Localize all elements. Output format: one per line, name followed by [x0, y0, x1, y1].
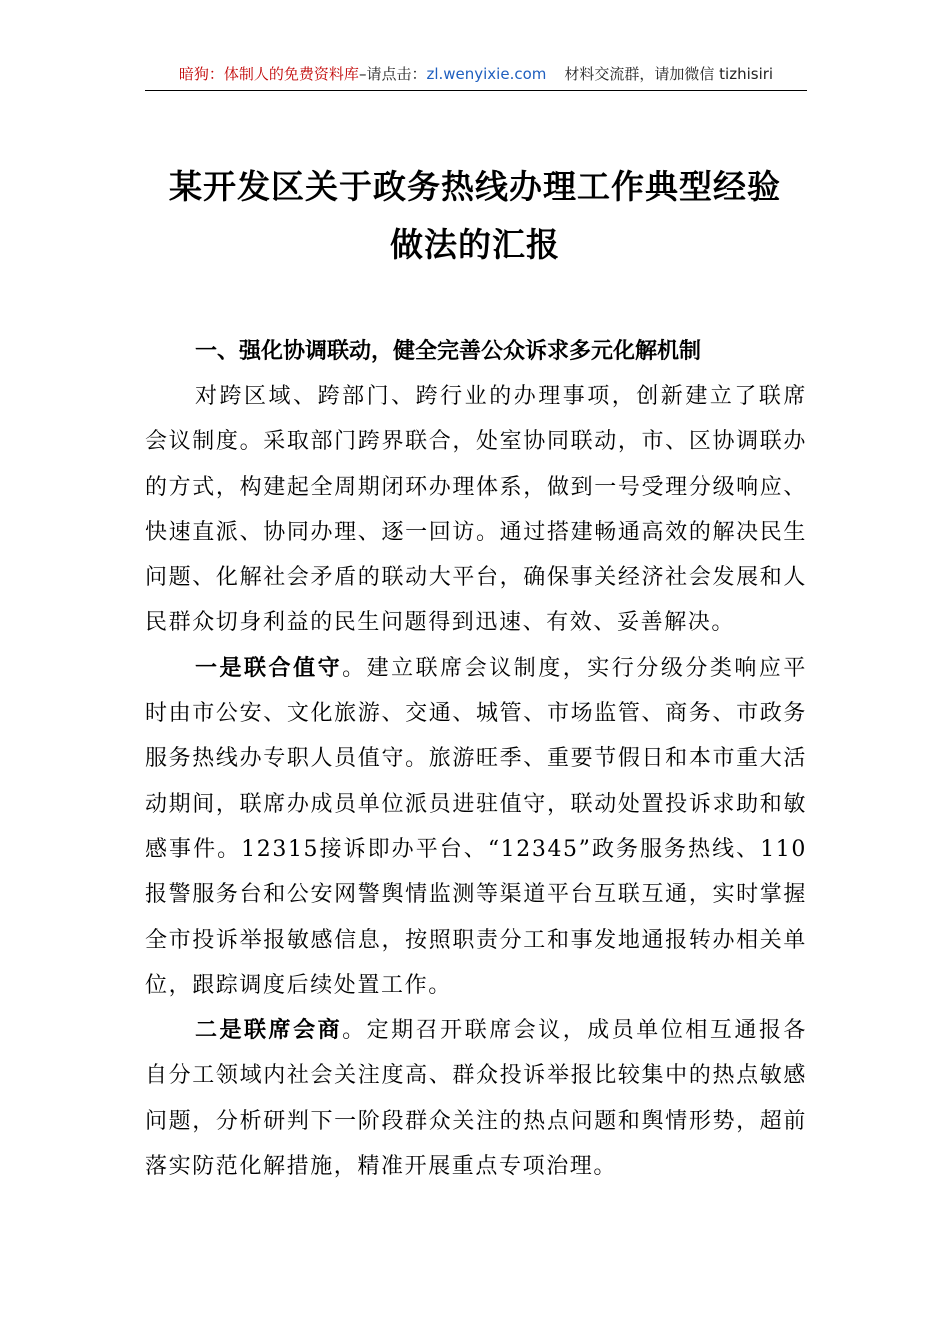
- header-link-label: –请点击：: [358, 65, 427, 83]
- paragraph-2-body: 。建立联席会议制度，实行分级分类响应平时由市公安、文化旅游、交通、城管、市场监管、商务、市政务服务热线办专职人员值守。旅游旺季、重要节假日和本市重大活动期间，联席办成员单位派员进驻值守，联动处置投诉求助和敏感事件。12315接诉即办平台、“12345”政务服务热线、110报警服务台和公安网警舆情监测等渠道平台互联互通，实时掌握全市投诉举报敏感信息，按照职责分工和事发地通报转办相关单位，跟踪调度后续处置工作。: [145, 655, 807, 998]
- paragraph-3-lead: 二是联席会商: [195, 1018, 343, 1044]
- page-header: [145, 60, 807, 91]
- paragraph-1: 对跨区域、跨部门、跨行业的办理事项，创新建立了联席会议制度。采取部门跨界联合，处室协同联动，市、区协调联办的方式，构建起全周期闭环办理体系，做到一号受理分级响应、快速直派、协同办理、逐一回访。通过搭建畅通高效的解决民生问题、化解社会矛盾的联动大平台，确保事关经济社会发展和人民群众切身利益的民生问题得到迅速、有效、妥善解决。: [145, 384, 807, 636]
- paragraph-2: [145, 646, 807, 1008]
- section-heading: 一、强化协调联动，健全完善公众诉求多元化解机制: [195, 339, 702, 364]
- title-line-2: 做法的汇报: [390, 225, 560, 264]
- paragraph-2-lead: 一是联合值守: [195, 655, 343, 681]
- document-title: [140, 158, 810, 274]
- header-site-name: 暗狗：体制人的免费资料库: [178, 65, 359, 83]
- header-url-link[interactable]: zl.wenyixie.com: [426, 65, 547, 83]
- header-contact: 材料交流群，请加微信 tizhisiri: [564, 65, 774, 83]
- paragraph-3: [145, 1008, 807, 1189]
- title-line-1: 某开发区关于政务热线办理工作典型经验: [169, 167, 781, 206]
- document-body: [145, 330, 807, 1189]
- paragraph-3-body: 。定期召开联席会议，成员单位相互通报各自分工领域内社会关注度高、群众投诉举报比较集中的热点敏感问题，分析研判下一阶段群众关注的热点问题和舆情形势，超前落实防范化解措施，精准开展重点专项治理。: [145, 1018, 807, 1180]
